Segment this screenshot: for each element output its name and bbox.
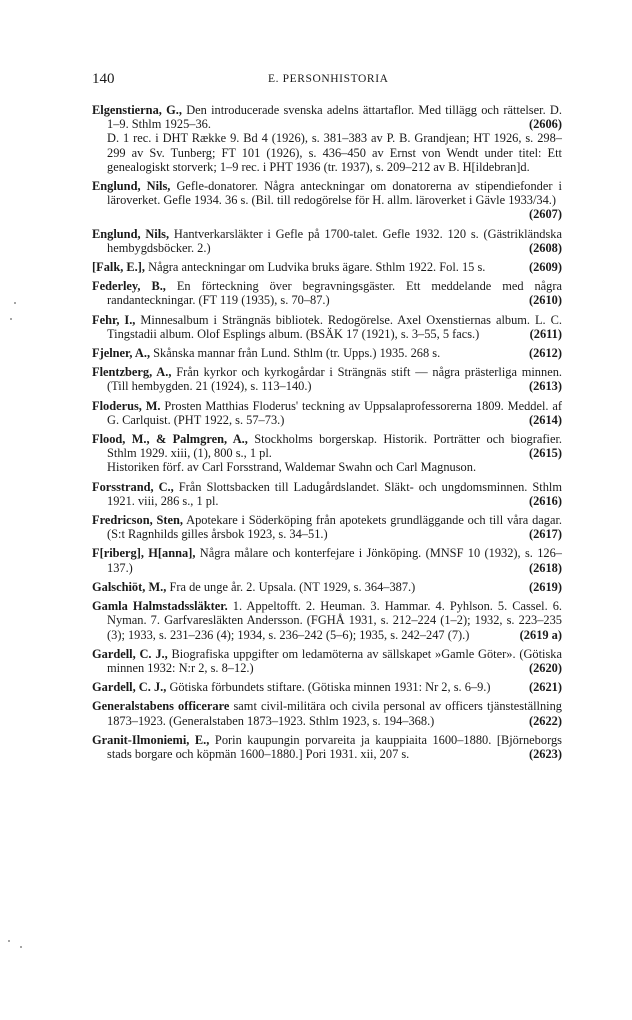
entry-number: (2623) [528, 746, 562, 761]
bibliography-entry [92, 599, 562, 642]
bibliography-entry [92, 432, 562, 475]
entry-number: (2610) [528, 293, 562, 308]
entry-author: Englund, Nils, [92, 226, 170, 241]
entry-author: Gardell, C. J., [92, 680, 167, 695]
bibliography-entry [92, 179, 562, 222]
entry-text: Apotekare i Söderköping från apotekets grundläggande och till våra dagar. (S:t Ragnhilds gilles årsbok 1923, s. 34–51.) [107, 513, 562, 542]
entry-text: Några målare och konterfejare i Jönköping. (MNSF 10 (1932), s. 126–137.) [107, 546, 562, 575]
entry-author: Galschiöt, M., [92, 579, 167, 594]
entry-text: Prosten Matthias Floderus' teckning av Uppsalaprofessorerna 1809. Meddel. af G. Carlquist. (PHT 1922, s. 57–73.) [107, 398, 562, 427]
entry-text: Fra de unge år. 2. Upsala. (NT 1929, s. 364–387.) [169, 579, 416, 594]
bibliography-entry [92, 399, 562, 427]
scan-speck [14, 302, 16, 304]
entry-number: (2615) [528, 446, 562, 461]
entry-text: samt civil-militära och civila personal av officers tjänsteställning 1873–1923. (Generalstaben 1873–1923. Sthlm 1923, s. 194–368.) [107, 699, 562, 728]
entry-author: Forsstrand, C., [92, 479, 174, 494]
entry-author: Englund, Nils, [92, 179, 171, 194]
bibliography-entry [92, 733, 562, 761]
entry-author: Gardell, C. J., [92, 646, 168, 661]
bibliography-entry [92, 346, 562, 360]
entry-text: Stockholms borgerskap. Historik. Porträtter och biografier. Sthlm 1929. xiii, (1), 800 s., 1 pl. [107, 432, 562, 461]
entry-note: D. 1 rec. i DHT Række 9. Bd 4 (1926), s. 381–383 av P. B. Grandjean; HT 1926, s. 298–299 av Sv. Tunberg; FT 101 (1926), s. 436–450 av Ernst von Wendt under titel: Ett genealogiskt storverk; 1–9 rec. i PHT 1936 (tr. 1937), s. 209–212 av B. H[ildebran]d. [107, 131, 562, 174]
bibliography-entry [92, 647, 562, 675]
scan-speck [8, 940, 10, 942]
entry-author: F[riberg], H[anna], [92, 546, 196, 561]
entry-number: (2606) [528, 117, 562, 132]
entry-author: Federley, B., [92, 279, 166, 294]
entry-number: (2612) [528, 346, 562, 361]
entry-author: Floderus, M. [92, 398, 161, 413]
bibliography-entry [92, 313, 562, 341]
page-number: 140 [92, 71, 115, 87]
entry-number: (2619) [528, 579, 562, 594]
entry-text: Skånska mannar från Lund. Sthlm (tr. Upps.) 1935. 268 s. [153, 346, 441, 361]
entry-number: (2613) [528, 379, 562, 394]
entry-author: Granit-Ilmoniemi, E., [92, 732, 210, 747]
entry-text: En förteckning över begravningsgäster. Ett meddelande med några randanteckningar. (FT 119 (1935), s. 70–87.) [107, 279, 562, 308]
bibliography-entry [92, 580, 562, 594]
bibliography-entry [92, 699, 562, 727]
entry-text: 1. Appeltofft. 2. Heuman. 3. Hammar. 4. Pyhlson. 5. Cassel. 6. Nyman. 7. Garfvaresläkten Andersson. (FGHÅ 1931, s. 212–224 (1–2); 1932, s. 223–235 (3); 1933, s. 231–236 (4); 1934, s. 236–242 (5–6); 1935, s. 242–247 (7).) [107, 599, 562, 642]
bibliography-entry [92, 227, 562, 255]
entry-number: (2617) [528, 527, 562, 542]
bibliography-entry [92, 513, 562, 541]
bibliography-entry [92, 279, 562, 307]
entry-text: Biografiska uppgifter om ledamöterna av sällskapet »Gamle Göter». (Götiska minnen 1932: N:r 2, s. 8–12.) [107, 646, 562, 675]
entry-number: (2611) [529, 326, 562, 341]
entry-text: Porin kaupungin porvareita ja kauppiaita 1600–1880. [Björneborgs stads borgare och köpmän 1600–1880.] Pori 1931. xii, 207 s. [107, 732, 562, 761]
entry-author: Fehr, I., [92, 312, 136, 327]
entry-text: Från Slottsbacken till Ladugårdslandet. Släkt- och ungdomsminnen. Sthlm 1921. viii, 286 s., 1 pl. [107, 479, 562, 508]
entry-note: Historiken förf. av Carl Forsstrand, Waldemar Swahn och Carl Magnuson. [107, 460, 477, 475]
entry-author: Flood, M., & Palmgren, A., [92, 432, 248, 447]
bibliography-entry [92, 260, 562, 274]
bibliography-entry [92, 365, 562, 393]
entry-text: Några anteckningar om Ludvika bruks ägare. Sthlm 1922. Fol. 15 s. [148, 260, 486, 275]
entry-text: Hantverkarsläkter i Gefle på 1700-talet. Gefle 1932. 120 s. (Gästrikländska hembygdsböcker. 2.) [107, 226, 562, 255]
entry-number: (2619 a) [519, 627, 562, 642]
page-header [92, 71, 562, 91]
entry-number: (2609) [528, 260, 562, 275]
entry-author: Fredricson, Sten, [92, 513, 183, 528]
entry-number: (2607) [528, 207, 562, 222]
entry-author: Flentzberg, A., [92, 365, 172, 380]
running-head: E. PERSONHISTORIA [268, 73, 389, 85]
entry-author: Gamla Halmstadssläkter. [92, 599, 228, 614]
bibliography-entry [92, 480, 562, 508]
entry-number: (2614) [528, 412, 562, 427]
entry-author: [Falk, E.], [92, 260, 146, 275]
entry-number: (2620) [528, 660, 562, 675]
entry-text: Den introducerade svenska adelns ättartaflor. Med tillägg och rättelser. D. 1–9. Sthlm 1925–36. [107, 103, 562, 132]
entry-number: (2621) [528, 680, 562, 695]
scan-speck [20, 946, 22, 948]
bibliography-entry [92, 103, 562, 174]
entry-text: Från kyrkor och kyrkogårdar i Strängnäs stift — några prästerliga minnen. (Till hembygden. 21 (1924), s. 113–140.) [107, 365, 562, 394]
entry-author: Generalstabens officerare [92, 699, 230, 714]
bibliography-list [92, 103, 562, 766]
entry-text: Minnesalbum i Strängnäs bibliotek. Redogörelse. Axel Oxenstiernas album. L. C. Tingstadii album. Olof Esplings album. (BSÄK 17 (1921), s. 3–55, 5 facs.) [107, 312, 562, 341]
entry-text: Gefle-donatorer. Några anteckningar om donatorerna av stipendiefonder i läroverket. Gefle 1934. 36 s. (Bil. till redogörelse för H. allm. läroverket i Gävle 1933/34.) [107, 179, 562, 208]
entry-number: (2616) [528, 493, 562, 508]
bibliography-entry [92, 680, 562, 694]
entry-author: Elgenstierna, G., [92, 103, 182, 117]
entry-number: (2622) [528, 713, 562, 728]
entry-number: (2618) [528, 560, 562, 575]
bibliography-entry [92, 546, 562, 574]
scan-speck [10, 318, 12, 320]
entry-number: (2608) [528, 240, 562, 255]
entry-author: Fjelner, A., [92, 346, 151, 361]
entry-text: Götiska förbundets stiftare. (Götiska minnen 1931: Nr 2, s. 6–9.) [169, 680, 491, 695]
